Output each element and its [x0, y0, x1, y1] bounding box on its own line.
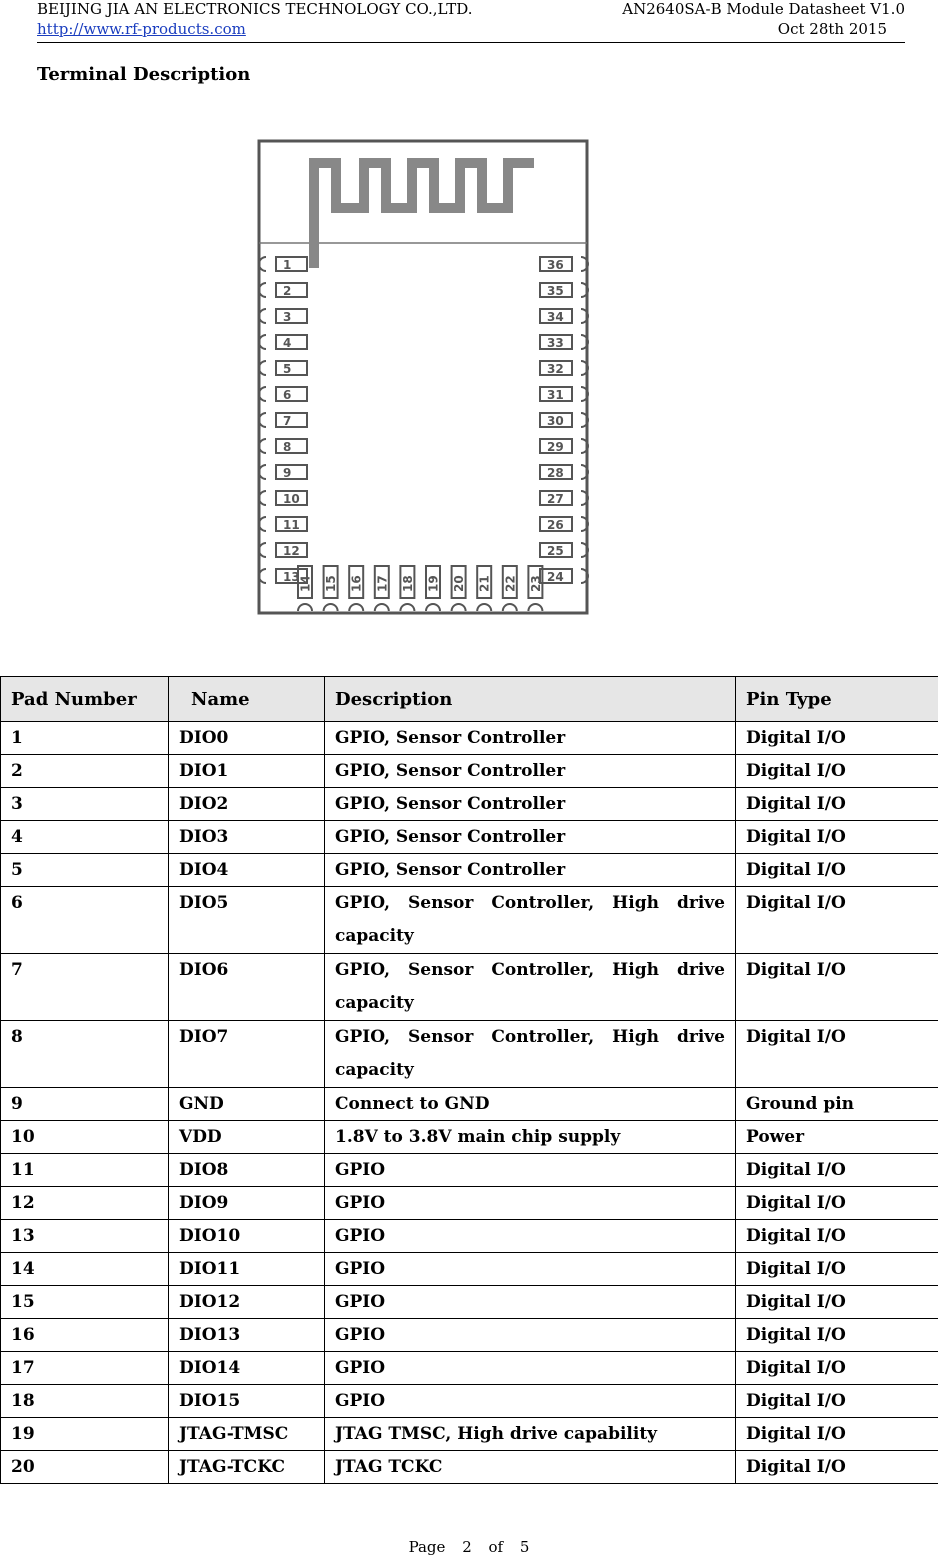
pad-22-label: 22	[503, 575, 518, 592]
pin-name-cell: DIO1	[169, 755, 325, 788]
castellation-bottom	[400, 604, 414, 611]
pad-number-cell: 3	[1, 788, 169, 821]
description-cell: GPIO	[325, 1154, 736, 1187]
pad-7-label: 7	[283, 414, 292, 428]
pad-31-label: 31	[547, 388, 564, 402]
table-row	[1, 1187, 938, 1220]
header-divider	[37, 42, 905, 43]
pad-15-label: 15	[324, 575, 339, 592]
castellation-bottom	[375, 604, 389, 611]
castellation-bottom	[349, 604, 363, 611]
table-row	[1, 1319, 938, 1352]
description-cell: GPIO	[325, 1286, 736, 1319]
pin-type-cell: Digital I/O	[736, 1451, 938, 1484]
pad-13-label: 13	[283, 570, 300, 584]
pin-type-cell: Digital I/O	[736, 954, 938, 1021]
pin-type-cell: Digital I/O	[736, 1319, 938, 1352]
pad-29-label: 29	[547, 440, 564, 454]
pad-34-label: 34	[547, 310, 564, 324]
description-cell: Connect to GND	[325, 1088, 736, 1121]
pin-name-cell: DIO8	[169, 1154, 325, 1187]
pin-name-cell: JTAG-TMSC	[169, 1418, 325, 1451]
company-url-link[interactable]: http://www.rf-products.com	[37, 20, 246, 38]
description-cell: GPIO, Sensor Controller, High drive capacity	[325, 954, 736, 1021]
pin-name-cell: DIO2	[169, 788, 325, 821]
pad-3-label: 3	[283, 310, 292, 324]
pin-type-cell: Digital I/O	[736, 1418, 938, 1451]
castellation-bottom	[324, 604, 338, 611]
pin-name-cell: DIO0	[169, 722, 325, 755]
description-cell: JTAG TMSC, High drive capability	[325, 1418, 736, 1451]
pin-type-cell: Digital I/O	[736, 1021, 938, 1088]
description-cell: GPIO, Sensor Controller	[325, 755, 736, 788]
pad-35-label: 35	[547, 284, 564, 298]
table-header-row	[1, 677, 938, 722]
pin-type-cell: Digital I/O	[736, 755, 938, 788]
column-header-pin-type: Pin Type	[736, 677, 938, 722]
description-cell: JTAG TCKC	[325, 1451, 736, 1484]
pin-name-cell: DIO4	[169, 854, 325, 887]
pad-number-cell: 11	[1, 1154, 169, 1187]
description-cell: GPIO, Sensor Controller	[325, 854, 736, 887]
pin-type-cell: Digital I/O	[736, 821, 938, 854]
document-title: AN2640SA-B Module Datasheet V1.0	[622, 0, 905, 18]
pad-21-label: 21	[477, 575, 492, 592]
table-row	[1, 722, 938, 755]
table-row	[1, 1253, 938, 1286]
pad-4-outline	[276, 335, 307, 349]
table-row	[1, 788, 938, 821]
castellation-bottom	[528, 604, 542, 611]
pad-9-outline	[276, 465, 307, 479]
pad-14-label: 14	[298, 575, 313, 592]
castellation-bottom	[298, 604, 312, 611]
pad-number-cell: 20	[1, 1451, 169, 1484]
pin-name-cell: DIO14	[169, 1352, 325, 1385]
pad-26-label: 26	[547, 518, 564, 532]
table-row	[1, 954, 938, 1021]
pad-30-label: 30	[547, 414, 564, 428]
pad-27-label: 27	[547, 492, 564, 506]
table-row	[1, 755, 938, 788]
pad-12-label: 12	[283, 544, 300, 558]
footer-page-number: 2	[462, 1538, 472, 1556]
pad-number-cell: 8	[1, 1021, 169, 1088]
pin-type-cell: Digital I/O	[736, 1385, 938, 1418]
pin-name-cell: VDD	[169, 1121, 325, 1154]
pin-name-cell: DIO9	[169, 1187, 325, 1220]
pad-1-label: 1	[283, 258, 292, 272]
footer-page-total: 5	[519, 1538, 530, 1556]
table-row	[1, 1021, 938, 1088]
pin-name-cell: DIO5	[169, 887, 325, 954]
description-cell: GPIO, Sensor Controller, High drive capacity	[325, 1021, 736, 1088]
pad-9-label: 9	[283, 466, 292, 480]
pad-number-cell: 13	[1, 1220, 169, 1253]
column-header-name: Name	[169, 677, 325, 722]
pin-type-cell: Digital I/O	[736, 1253, 938, 1286]
terminal-description-table	[0, 676, 938, 1484]
description-cell: GPIO	[325, 1187, 736, 1220]
pad-2-label: 2	[283, 284, 292, 298]
pad-number-cell: 10	[1, 1121, 169, 1154]
pin-type-cell: Digital I/O	[736, 1286, 938, 1319]
pad-number-cell: 19	[1, 1418, 169, 1451]
pad-24-label: 24	[547, 570, 564, 584]
pad-23-label: 23	[528, 575, 543, 592]
pad-33-label: 33	[547, 336, 564, 350]
pad-32-label: 32	[547, 362, 564, 376]
pad-number-cell: 5	[1, 854, 169, 887]
table-row	[1, 1352, 938, 1385]
pad-7-outline	[276, 413, 307, 427]
pin-type-cell: Digital I/O	[736, 854, 938, 887]
pad-8-outline	[276, 439, 307, 453]
pin-name-cell: DIO6	[169, 954, 325, 1021]
pad-1-outline	[276, 257, 307, 271]
castellation-bottom	[452, 604, 466, 611]
module-pinout-diagram	[250, 130, 595, 620]
pad-4-label: 4	[283, 336, 292, 350]
pin-name-cell: DIO13	[169, 1319, 325, 1352]
pad-18-label: 18	[400, 575, 415, 592]
pad-36-label: 36	[547, 258, 564, 272]
pad-25-label: 25	[547, 544, 564, 558]
description-cell: GPIO	[325, 1352, 736, 1385]
column-header-pad-number: Pad Number	[1, 677, 169, 722]
company-name: BEIJING JIA AN ELECTRONICS TECHNOLOGY CO.,LTD.	[37, 0, 473, 18]
pad-20-label: 20	[452, 575, 467, 592]
table-row	[1, 1220, 938, 1253]
pin-type-cell: Digital I/O	[736, 788, 938, 821]
description-cell: GPIO	[325, 1319, 736, 1352]
pad-number-cell: 15	[1, 1286, 169, 1319]
pad-number-cell: 16	[1, 1319, 169, 1352]
pin-name-cell: DIO11	[169, 1253, 325, 1286]
description-cell: GPIO, Sensor Controller	[325, 821, 736, 854]
table-row	[1, 1418, 938, 1451]
pin-name-cell: DIO12	[169, 1286, 325, 1319]
pcb-antenna-trace	[314, 163, 534, 268]
page-footer	[0, 1538, 938, 1556]
pin-name-cell: DIO10	[169, 1220, 325, 1253]
pad-number-cell: 1	[1, 722, 169, 755]
pad-number-cell: 9	[1, 1088, 169, 1121]
table-row	[1, 1286, 938, 1319]
description-cell: GPIO	[325, 1220, 736, 1253]
pad-3-outline	[276, 309, 307, 323]
pad-number-cell: 14	[1, 1253, 169, 1286]
castellation-bottom	[503, 604, 517, 611]
table-row	[1, 1088, 938, 1121]
pin-type-cell: Digital I/O	[736, 1352, 938, 1385]
castellation-bottom	[426, 604, 440, 611]
module-outline	[259, 141, 587, 613]
pin-type-cell: Digital I/O	[736, 1187, 938, 1220]
table-row	[1, 1451, 938, 1484]
pad-number-cell: 4	[1, 821, 169, 854]
pad-number-cell: 12	[1, 1187, 169, 1220]
document-date: Oct 28th 2015	[777, 20, 887, 38]
footer-page-label: Page	[408, 1538, 446, 1556]
table-row	[1, 854, 938, 887]
table-row	[1, 1385, 938, 1418]
castellation-bottom	[477, 604, 491, 611]
description-cell: GPIO, Sensor Controller, High drive capacity	[325, 887, 736, 954]
pin-name-cell: DIO15	[169, 1385, 325, 1418]
pad-11-label: 11	[283, 518, 300, 532]
description-cell: GPIO	[325, 1385, 736, 1418]
pad-28-label: 28	[547, 466, 564, 480]
pin-type-cell: Digital I/O	[736, 722, 938, 755]
footer-of-label: of	[488, 1538, 504, 1556]
section-title: Terminal Description	[37, 64, 251, 85]
pad-number-cell: 18	[1, 1385, 169, 1418]
description-cell: GPIO	[325, 1253, 736, 1286]
pad-number-cell: 2	[1, 755, 169, 788]
pad-6-label: 6	[283, 388, 292, 402]
table-row	[1, 821, 938, 854]
pad-number-cell: 6	[1, 887, 169, 954]
pin-type-cell: Digital I/O	[736, 1154, 938, 1187]
pin-type-cell: Power	[736, 1121, 938, 1154]
pin-type-cell: Digital I/O	[736, 1220, 938, 1253]
pin-type-cell: Digital I/O	[736, 887, 938, 954]
description-cell: GPIO, Sensor Controller	[325, 722, 736, 755]
pad-17-label: 17	[375, 575, 390, 592]
pad-6-outline	[276, 387, 307, 401]
pad-5-outline	[276, 361, 307, 375]
pin-type-cell: Ground pin	[736, 1088, 938, 1121]
description-cell: 1.8V to 3.8V main chip supply	[325, 1121, 736, 1154]
pad-2-outline	[276, 283, 307, 297]
column-header-description: Description	[325, 677, 736, 722]
table-row	[1, 1121, 938, 1154]
pin-name-cell: JTAG-TCKC	[169, 1451, 325, 1484]
description-cell: GPIO, Sensor Controller	[325, 788, 736, 821]
pad-10-label: 10	[283, 492, 300, 506]
table-row	[1, 887, 938, 954]
pad-number-cell: 7	[1, 954, 169, 1021]
pad-16-label: 16	[349, 575, 364, 592]
pin-name-cell: GND	[169, 1088, 325, 1121]
pad-8-label: 8	[283, 440, 292, 454]
table-row	[1, 1154, 938, 1187]
pin-name-cell: DIO3	[169, 821, 325, 854]
pin-name-cell: DIO7	[169, 1021, 325, 1088]
pad-number-cell: 17	[1, 1352, 169, 1385]
pad-5-label: 5	[283, 362, 292, 376]
pad-19-label: 19	[426, 575, 441, 592]
